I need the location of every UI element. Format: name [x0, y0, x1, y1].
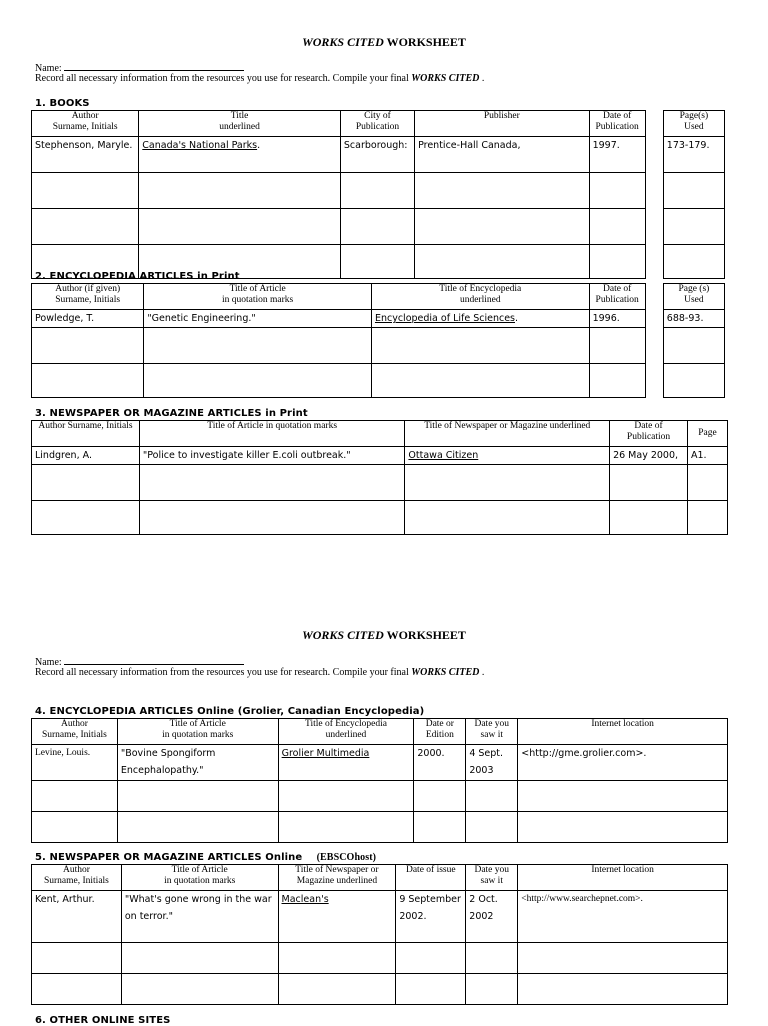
- section-newspaper-online-heading: 5. NEWSPAPER OR MAGAZINE ARTICLES Online (EBSCOhost): [35, 852, 377, 863]
- section-encyclopedia-online-heading: 4. ENCYCLOPEDIA ARTICLES Online (Grolier, Canadian Encyclopedia): [35, 706, 425, 717]
- table-row: Powledge, T. "Genetic Engineering." Encyclopedia of Life Sciences. 1996. 688-93.: [32, 310, 725, 328]
- table-row[interactable]: [32, 943, 728, 974]
- section-other-online-heading: 6. OTHER ONLINE SITES: [35, 1015, 171, 1026]
- instructions-2: Record all necessary information from the resources you use for research. Compile your final WORKS CITED .: [35, 667, 485, 678]
- newspaper-online-table: Author Surname, Initials Title of Article in quotation marks Title of Newspaper or Magazine underlined Date of issue Date you saw it Internet location Kent, Arthur. "What's gone wrong in the war on terror." Maclean's 9 September 2002. 2 Oct. 2002 <http://www.searchepnet.com>.: [31, 864, 728, 1005]
- encyclopedia-online-table: Author Surname, Initials Title of Article in quotation marks Title of Encyclopedia underlined Date or Edition Date you saw it Internet location Levine, Louis. "Bovine Spongiform Encephalopathy." Grolier Multimedia 2000. 4 Sept. 2003 <http://gme.grolier.com>.: [31, 718, 728, 843]
- col-author: Author Surname, Initials: [32, 111, 139, 137]
- books-table: [31, 110, 725, 279]
- table-row[interactable]: [32, 364, 725, 398]
- worksheet-title-2: WORKS CITED WORKSHEET: [302, 628, 466, 642]
- col-city: City of Publication: [340, 111, 414, 137]
- col-title: Title underlined: [139, 111, 341, 137]
- instructions: Record all necessary information from the resources you use for research. Compile your final WORKS CITED .: [35, 73, 485, 84]
- table-row: Levine, Louis. "Bovine Spongiform Encephalopathy." Grolier Multimedia 2000. 4 Sept. 2003 <http://gme.grolier.com>.: [32, 745, 728, 781]
- section-newspaper-print-heading: 3. NEWSPAPER OR MAGAZINE ARTICLES in Print: [35, 408, 308, 419]
- section-encyclopedia-print-heading: 2. ENCYCLOPEDIA ARTICLES in Print: [35, 271, 240, 282]
- table-row[interactable]: [32, 812, 728, 843]
- newspaper-print-table: Author Surname, Initials Title of Article in quotation marks Title of Newspaper or Magazine underlined Date of Publication Page Lindgren, A. "Police to investigate killer E.coli outbreak." Ottawa Citizen 26 May 2000, A1.: [31, 420, 728, 535]
- col-date: Date of Publication: [589, 111, 645, 137]
- table-row[interactable]: [32, 974, 728, 1005]
- name-field-2[interactable]: Name:: [35, 655, 244, 668]
- name-label: Name:: [35, 63, 62, 74]
- table-row: Lindgren, A. "Police to investigate killer E.coli outbreak." Ottawa Citizen 26 May 2000, A1.: [32, 447, 728, 465]
- table-row[interactable]: [32, 465, 728, 501]
- section-books-heading: 1. BOOKS: [35, 98, 90, 109]
- table-row: Kent, Arthur. "What's gone wrong in the war on terror." Maclean's 9 September 2002. 2 Oct. 2002 <http://www.searchepnet.com>.: [32, 891, 728, 943]
- table-row[interactable]: [32, 173, 725, 209]
- col-publisher: Publisher: [415, 111, 590, 137]
- table-row[interactable]: [32, 209, 725, 245]
- worksheet-title: WORKS CITED WORKSHEET: [302, 35, 466, 49]
- encyclopedia-print-table: Author (if given) Surname, Initials Title of Article in quotation marks Title of Encyclopedia underlined Date of Publication Page (s) Used Powledge, T. "Genetic Engineering." Encyclopedia of Life Sciences. 1996. 688-93.: [31, 283, 725, 398]
- col-pages: Page(s) Used: [663, 111, 724, 137]
- table-row[interactable]: [32, 328, 725, 364]
- table-row: Stephenson, Maryle. Canada's National Parks. Scarborough: Prentice-Hall Canada, 1997. 173-179.: [32, 137, 725, 173]
- table-row[interactable]: [32, 501, 728, 535]
- table-row[interactable]: [32, 781, 728, 812]
